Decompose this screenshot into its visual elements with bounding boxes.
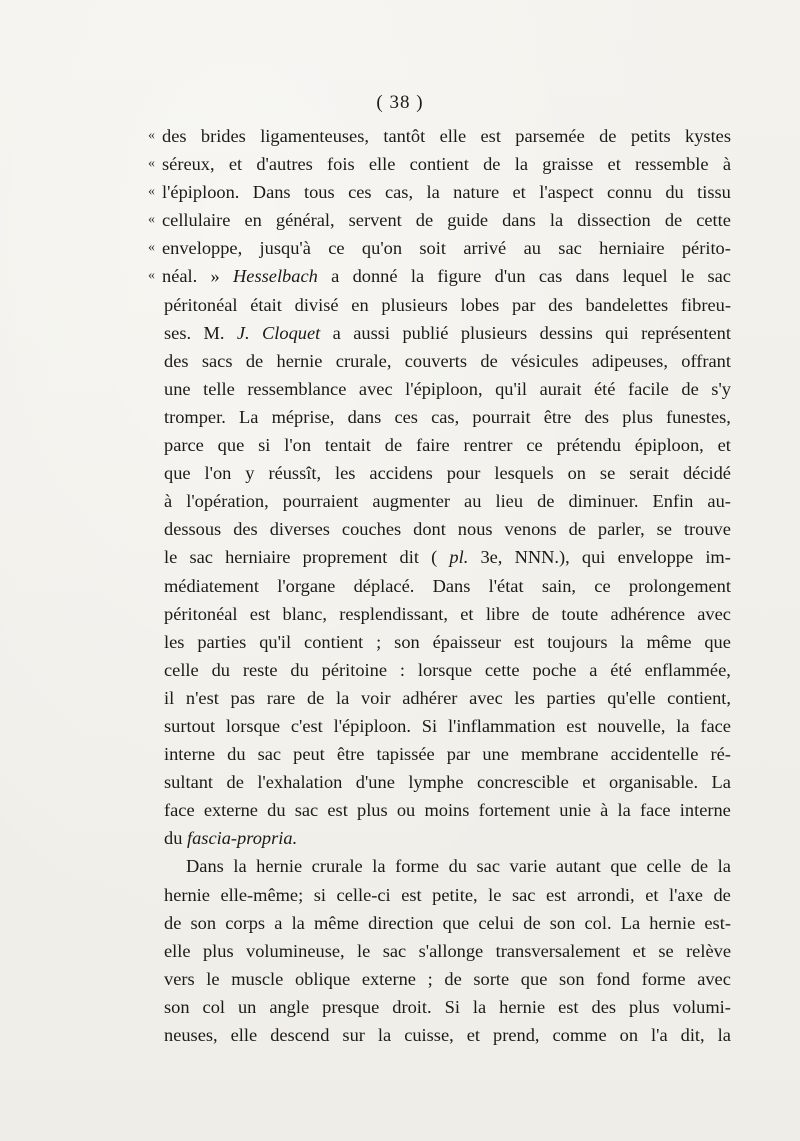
text-line: « enveloppe, jusqu'à ce qu'on soit arrivé au sac herniaire périto-	[150, 234, 731, 262]
page-number: ( 38 )	[376, 92, 424, 113]
text-line: de son corps a la même direction que celui de son col. La hernie est-	[164, 912, 731, 933]
text-line: celle du reste du péritoine : lorsque cette poche a été enflammée,	[164, 659, 731, 680]
text-line: une telle ressemblance avec l'épiploon, qu'il aurait été facile de s'y	[164, 378, 731, 399]
text-line: tromper. La méprise, dans ces cas, pourrait être des plus funestes,	[164, 406, 731, 427]
text-line: péritonéal est blanc, resplendissant, et libre de toute adhérence avec	[164, 603, 731, 624]
text-line: médiatement l'organe déplacé. Dans l'état sain, ce prolongement	[164, 575, 731, 596]
text-line: sultant de l'exhalation d'une lymphe concrescible et organisable. La	[164, 772, 731, 793]
text-line: « l'épiploon. Dans tous ces cas, la nature et l'aspect connu du tissu	[150, 178, 731, 206]
text-line: « néal. » Hesselbach a donné la figure d'un cas dans lequel le sac	[150, 262, 731, 290]
body-text	[148, 122, 731, 1049]
quote-mark: «	[148, 128, 155, 143]
text-line: « des brides ligamenteuses, tantôt elle est parsemée de petits kystes	[150, 122, 731, 150]
text-line: que l'on y réussît, les accidens pour lesquels on se serait décidé	[164, 463, 731, 484]
text-line: son col un angle presque droit. Si la hernie est des plus volumi-	[164, 996, 731, 1017]
text-line: « cellulaire en général, servent de guide dans la dissection de cette	[150, 206, 731, 234]
text-line: dessous des diverses couches dont nous venons de parler, se trouve	[164, 519, 731, 540]
quote-mark: «	[148, 268, 155, 284]
text-line: surtout lorsque c'est l'épiploon. Si l'inflammation est nouvelle, la face	[164, 715, 731, 736]
text-line: neuses, elle descend sur la cuisse, et prend, comme on l'a dit, la	[164, 1025, 731, 1045]
text-line: du fascia-propria.	[164, 828, 298, 849]
text-line: ses. M. J. Cloquet a aussi publié plusieurs dessins qui représentent	[164, 322, 731, 343]
text-line: face externe du sac est plus ou moins fortement unie à la face interne	[164, 800, 731, 821]
text-line: interne du sac peut être tapissée par une membrane accidentelle ré-	[164, 744, 731, 765]
text-line: hernie elle-même; si celle-ci est petite, le sac est arrondi, et l'axe de	[164, 884, 731, 905]
quote-mark: «	[148, 156, 155, 172]
quote-mark: «	[148, 240, 155, 256]
text-line: « séreux, et d'autres fois elle contient de la graisse et ressemble à	[150, 150, 731, 178]
text-line: à l'opération, pourraient augmenter au lieu de diminuer. Enfin au-	[164, 491, 731, 512]
text-line: des sacs de hernie crurale, couverts de vésicules adipeuses, offrant	[164, 350, 731, 371]
text-line: il n'est pas rare de la voir adhérer avec les parties qu'elle contient,	[164, 687, 731, 708]
quote-mark: «	[148, 212, 155, 228]
text-line: vers le muscle oblique externe ; de sorte que son fond forme avec	[164, 968, 731, 989]
quote-mark: «	[148, 184, 155, 200]
text-line: le sac herniaire proprement dit ( pl. 3e, NNN.), qui enveloppe im-	[164, 547, 731, 568]
text-line: les parties qu'il contient ; son épaisseur est toujours la même que	[164, 631, 731, 652]
text-line: Dans la hernie crurale la forme du sac varie autant que celle de la	[186, 856, 731, 877]
text-line: parce que si l'on tentait de faire rentrer ce prétendu épiploon, et	[164, 435, 731, 456]
text-line: elle plus volumineuse, le sac s'allonge transversalement et se relève	[164, 940, 731, 961]
text-line: péritonéal était divisé en plusieurs lobes par des bandelettes fibreu-	[164, 294, 731, 315]
